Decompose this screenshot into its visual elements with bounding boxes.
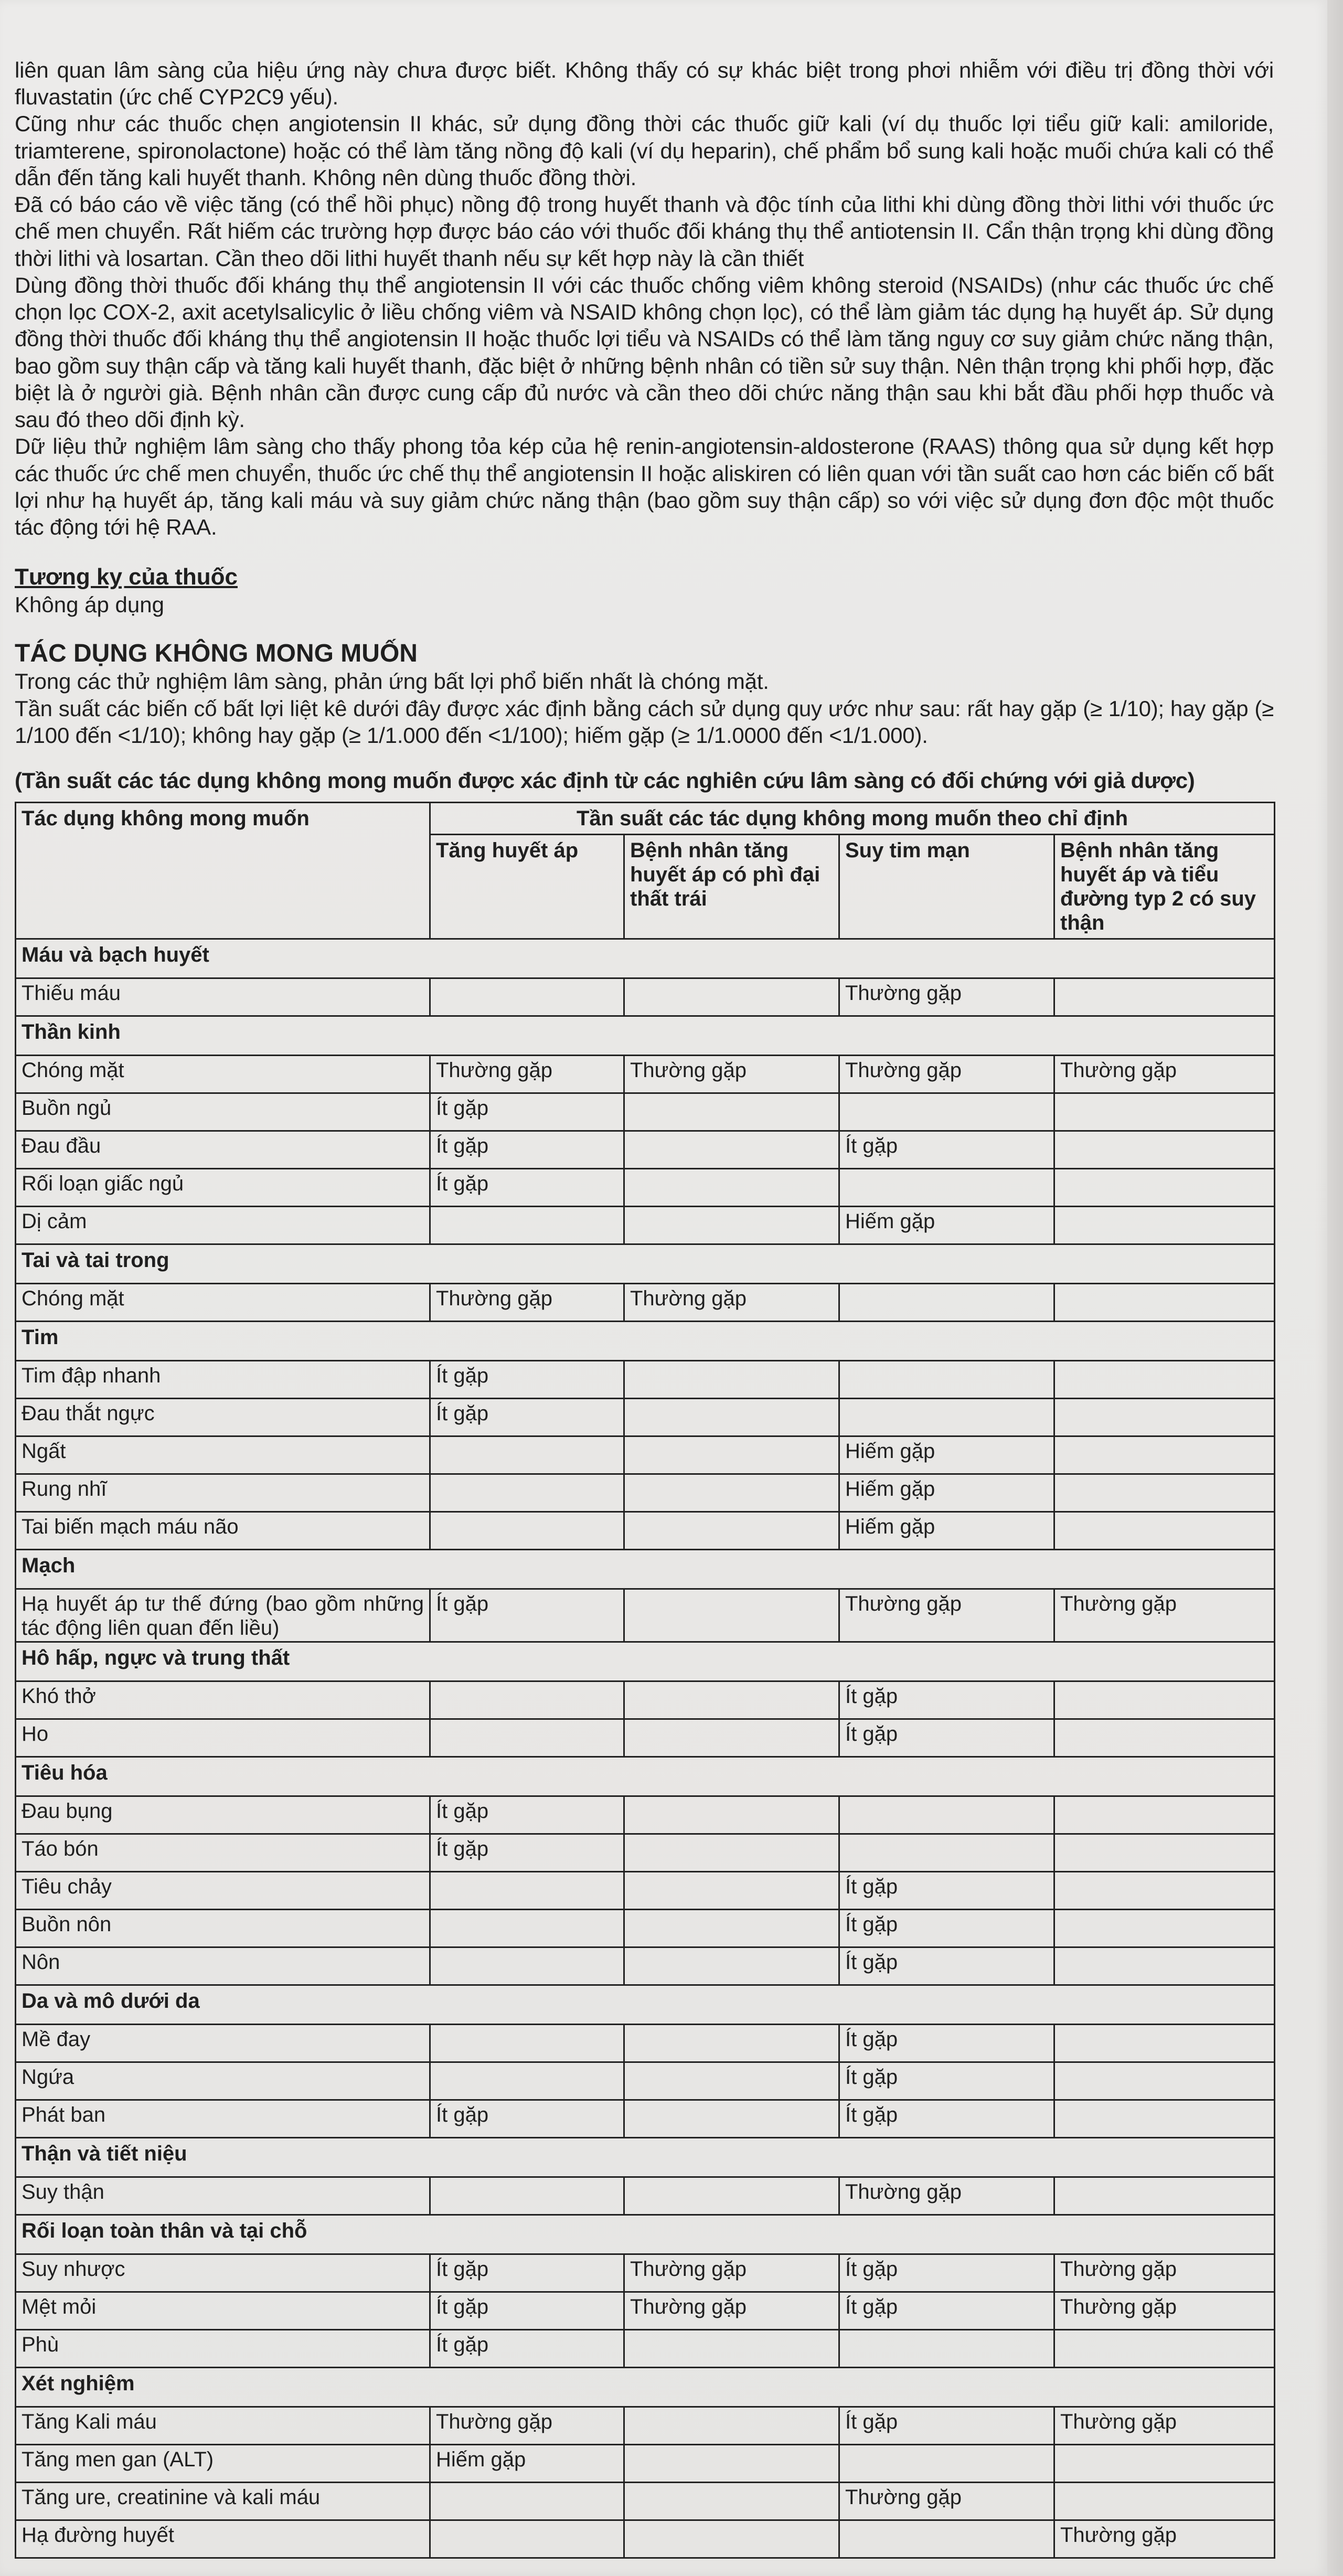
table-effect-cell: Hạ huyết áp tư thế đứng (bao gồm những tác động liên quan đến liều) bbox=[16, 1589, 430, 1642]
table-group-label: Tim bbox=[16, 1321, 1275, 1360]
table-frequency-cell bbox=[839, 2329, 1054, 2367]
table-header-heart-failure: Suy tim mạn bbox=[839, 834, 1054, 939]
table-row bbox=[16, 1131, 1275, 1168]
table-frequency-cell: Ít gặp bbox=[430, 1398, 624, 1436]
table-row bbox=[16, 2254, 1275, 2292]
table-group-row bbox=[16, 1985, 1275, 2024]
table-frequency-cell: Ít gặp bbox=[839, 2024, 1054, 2062]
table-group-label: Mạch bbox=[16, 1549, 1275, 1589]
table-frequency-cell: Thường gặp bbox=[839, 1055, 1054, 1093]
table-frequency-cell: Thường gặp bbox=[624, 2292, 839, 2329]
table-group-row bbox=[16, 939, 1275, 978]
table-frequency-cell: Ít gặp bbox=[430, 1093, 624, 1131]
table-row bbox=[16, 978, 1275, 1016]
table-frequency-cell bbox=[430, 1511, 624, 1549]
table-frequency-cell: Thường gặp bbox=[1054, 2520, 1275, 2558]
table-frequency-cell: Ít gặp bbox=[430, 2100, 624, 2137]
table-group-row bbox=[16, 1321, 1275, 1360]
table-frequency-cell: Ít gặp bbox=[839, 2407, 1054, 2444]
table-frequency-cell: Thường gặp bbox=[1054, 1589, 1275, 1642]
table-effect-cell: Mệt mỏi bbox=[16, 2292, 430, 2329]
table-frequency-cell bbox=[624, 1719, 839, 1757]
table-row bbox=[16, 2444, 1275, 2482]
table-frequency-cell bbox=[430, 1719, 624, 1757]
table-frequency-cell: Thường gặp bbox=[1054, 2292, 1275, 2329]
table-effect-cell: Tăng ure, creatinine và kali máu bbox=[16, 2482, 430, 2520]
table-frequency-cell bbox=[624, 1131, 839, 1168]
table-frequency-cell bbox=[1054, 2482, 1275, 2520]
table-frequency-cell bbox=[1054, 1681, 1275, 1719]
table-frequency-cell: Thường gặp bbox=[430, 1055, 624, 1093]
table-frequency-cell bbox=[624, 1681, 839, 1719]
table-effect-cell: Suy thận bbox=[16, 2177, 430, 2215]
table-frequency-cell: Thường gặp bbox=[624, 1283, 839, 1321]
table-frequency-cell: Hiếm gặp bbox=[430, 2444, 624, 2482]
table-row bbox=[16, 2329, 1275, 2367]
document-content bbox=[15, 0, 1274, 2559]
table-effect-cell: Hạ đường huyết bbox=[16, 2520, 430, 2558]
table-effect-cell: Rung nhĩ bbox=[16, 1474, 430, 1511]
table-frequency-cell bbox=[1054, 1947, 1275, 1985]
table-row bbox=[16, 1796, 1275, 1834]
table-frequency-cell bbox=[1054, 2062, 1275, 2100]
table-frequency-cell bbox=[624, 2024, 839, 2062]
table-effect-cell: Đau thắt ngực bbox=[16, 1398, 430, 1436]
table-group-row bbox=[16, 1016, 1275, 1055]
table-effect-cell: Tim đập nhanh bbox=[16, 1360, 430, 1398]
table-header-diabetes-renal: Bệnh nhân tăng huyết áp và tiểu đường typ 2 có suy thận bbox=[1054, 834, 1275, 939]
table-frequency-cell bbox=[839, 1093, 1054, 1131]
table-frequency-cell bbox=[430, 1871, 624, 1909]
table-frequency-cell bbox=[624, 2407, 839, 2444]
table-row bbox=[16, 1360, 1275, 1398]
table-frequency-cell bbox=[430, 1436, 624, 1474]
table-row bbox=[16, 1168, 1275, 1206]
table-frequency-cell bbox=[1054, 1511, 1275, 1549]
table-frequency-cell bbox=[430, 2482, 624, 2520]
table-frequency-cell bbox=[430, 1947, 624, 1985]
table-frequency-cell bbox=[430, 1909, 624, 1947]
adverse-effects-heading: TÁC DỤNG KHÔNG MONG MUỐN bbox=[15, 640, 418, 668]
table-row bbox=[16, 2024, 1275, 2062]
table-frequency-cell: Ít gặp bbox=[430, 2254, 624, 2292]
table-frequency-cell: Thường gặp bbox=[1054, 1055, 1275, 1093]
table-frequency-cell: Ít gặp bbox=[430, 2329, 624, 2367]
table-frequency-cell bbox=[839, 1834, 1054, 1871]
table-frequency-cell bbox=[624, 1206, 839, 1244]
table-effect-cell: Đau đầu bbox=[16, 1131, 430, 1168]
table-frequency-cell bbox=[624, 2520, 839, 2558]
table-row bbox=[16, 1474, 1275, 1511]
table-frequency-cell bbox=[1054, 2329, 1275, 2367]
table-frequency-cell: Ít gặp bbox=[839, 1947, 1054, 1985]
table-row bbox=[16, 1681, 1275, 1719]
table-frequency-cell bbox=[839, 2444, 1054, 2482]
incompatibility-text: Không áp dụng bbox=[15, 592, 164, 618]
table-group-label: Xét nghiệm bbox=[16, 2367, 1275, 2407]
table-frequency-cell bbox=[1054, 1909, 1275, 1947]
table-frequency-cell: Ít gặp bbox=[839, 1871, 1054, 1909]
table-effect-cell: Ngứa bbox=[16, 2062, 430, 2100]
table-frequency-cell: Ít gặp bbox=[430, 1131, 624, 1168]
table-effect-cell: Dị cảm bbox=[16, 1206, 430, 1244]
table-frequency-cell bbox=[839, 1796, 1054, 1834]
table-frequency-cell bbox=[624, 2177, 839, 2215]
table-group-label: Tiêu hóa bbox=[16, 1757, 1275, 1796]
table-frequency-cell bbox=[1054, 1834, 1275, 1871]
table-group-label: Máu và bạch huyết bbox=[16, 939, 1275, 978]
table-group-row bbox=[16, 1757, 1275, 1796]
table-effect-cell: Khó thở bbox=[16, 1681, 430, 1719]
table-row bbox=[16, 2407, 1275, 2444]
table-frequency-cell bbox=[624, 1436, 839, 1474]
table-frequency-cell bbox=[1054, 1474, 1275, 1511]
table-row bbox=[16, 1436, 1275, 1474]
paragraph-potassium: Cũng như các thuốc chẹn angiotensin II khác, sử dụng đồng thời các thuốc giữ kali (ví dụ thuốc lợi tiểu giữ kali: amiloride, triamterene, spironolactone) hoặc có thể làm tăng nồng độ kali (ví dụ heparin), chế phẩm bổ sung kali hoặc muối chứa kali có thể dẫn đến tăng kali huyết thanh. Không nên dùng thuốc đồng thời. bbox=[15, 111, 1274, 190]
table-effect-cell: Tai biến mạch máu não bbox=[16, 1511, 430, 1549]
table-frequency-cell: Hiếm gặp bbox=[839, 1511, 1054, 1549]
table-row bbox=[16, 1055, 1275, 1093]
table-frequency-cell: Thường gặp bbox=[1054, 2254, 1275, 2292]
table-group-row bbox=[16, 1549, 1275, 1589]
table-frequency-cell bbox=[839, 1168, 1054, 1206]
table-frequency-cell bbox=[1054, 2177, 1275, 2215]
paragraph-fluvastatin: liên quan lâm sàng của hiệu ứng này chưa được biết. Không thấy có sự khác biệt trong phơi nhiễm với điều trị đồng thời với fluvastatin (ức chế CYP2C9 yếu). bbox=[15, 58, 1274, 110]
table-row bbox=[16, 2062, 1275, 2100]
table-frequency-cell bbox=[624, 1834, 839, 1871]
table-frequency-cell bbox=[624, 1871, 839, 1909]
table-frequency-cell: Ít gặp bbox=[839, 2254, 1054, 2292]
table-frequency-cell: Ít gặp bbox=[430, 1589, 624, 1642]
table-header-lvh: Bệnh nhân tăng huyết áp có phì đại thất trái bbox=[624, 834, 839, 939]
table-frequency-cell bbox=[624, 1909, 839, 1947]
table-frequency-cell bbox=[839, 1360, 1054, 1398]
table-frequency-cell: Ít gặp bbox=[839, 1719, 1054, 1757]
table-group-row bbox=[16, 1642, 1275, 1681]
table-frequency-cell bbox=[839, 2520, 1054, 2558]
table-frequency-cell bbox=[624, 2329, 839, 2367]
table-frequency-cell: Ít gặp bbox=[839, 1681, 1054, 1719]
table-frequency-cell: Thường gặp bbox=[839, 2177, 1054, 2215]
table-frequency-cell: Ít gặp bbox=[839, 2062, 1054, 2100]
table-effect-cell: Chóng mặt bbox=[16, 1283, 430, 1321]
table-effect-cell: Buồn ngủ bbox=[16, 1093, 430, 1131]
table-frequency-cell bbox=[1054, 1436, 1275, 1474]
table-frequency-cell: Thường gặp bbox=[624, 2254, 839, 2292]
table-caption: (Tần suất các tác dụng không mong muốn được xác định từ các nghiên cứu lâm sàng có đối chứng với giả dược) bbox=[15, 768, 1195, 793]
table-row bbox=[16, 2100, 1275, 2137]
table-effect-cell: Rối loạn giấc ngủ bbox=[16, 1168, 430, 1206]
table-frequency-cell: Thường gặp bbox=[839, 978, 1054, 1016]
table-effect-cell: Tăng men gan (ALT) bbox=[16, 2444, 430, 2482]
table-frequency-cell bbox=[1054, 1796, 1275, 1834]
table-frequency-cell bbox=[624, 2062, 839, 2100]
table-frequency-cell: Ít gặp bbox=[430, 1168, 624, 1206]
table-group-label: Thận và tiết niệu bbox=[16, 2137, 1275, 2177]
table-effect-cell: Tiêu chảy bbox=[16, 1871, 430, 1909]
table-frequency-cell bbox=[1054, 2100, 1275, 2137]
table-row bbox=[16, 2292, 1275, 2329]
table-frequency-cell bbox=[624, 2444, 839, 2482]
table-frequency-cell bbox=[624, 1360, 839, 1398]
table-frequency-cell: Hiếm gặp bbox=[839, 1206, 1054, 1244]
table-effect-cell: Mề đay bbox=[16, 2024, 430, 2062]
table-effect-cell: Phát ban bbox=[16, 2100, 430, 2137]
table-frequency-cell bbox=[430, 2177, 624, 2215]
table-row bbox=[16, 1947, 1275, 1985]
table-row bbox=[16, 1834, 1275, 1871]
table-frequency-cell bbox=[624, 1796, 839, 1834]
table-frequency-cell bbox=[839, 1398, 1054, 1436]
table-frequency-cell bbox=[1054, 1283, 1275, 1321]
table-group-label: Thần kinh bbox=[16, 1016, 1275, 1055]
paragraph-lithium: Đã có báo cáo về việc tăng (có thể hồi phục) nồng độ trong huyết thanh và độc tính của lithi khi dùng đồng thời lithi với thuốc ức chế men chuyển. Rất hiếm các trường hợp được báo cáo với thuốc đối kháng thụ thể antiotensin II. Cẩn thận trọng khi dùng đồng thời lithi và losartan. Cần theo dõi lithi huyết thanh nếu sự kết hợp này là cần thiết bbox=[15, 192, 1274, 271]
table-frequency-cell bbox=[430, 1474, 624, 1511]
table-effect-cell: Tăng Kali máu bbox=[16, 2407, 430, 2444]
table-body bbox=[16, 939, 1275, 2558]
table-frequency-cell bbox=[839, 1283, 1054, 1321]
table-frequency-cell bbox=[430, 2024, 624, 2062]
table-frequency-cell bbox=[1054, 1398, 1275, 1436]
paragraph-raas: Dữ liệu thử nghiệm lâm sàng cho thấy phong tỏa kép của hệ renin-angiotensin-aldosterone (RAAS) thông qua sử dụng kết hợp các thuốc ức chế men chuyển, thuốc ức chế thụ thể angiotensin II hoặc aliskiren có liên quan với tần suất cao hơn các biến cố bất lợi như hạ huyết áp, tăng kali máu và suy giảm chức năng thận (bao gồm suy thận cấp) so với việc sử dụng đơn độc một thuốc tác động tới hệ RAA. bbox=[15, 434, 1274, 539]
table-frequency-cell bbox=[1054, 1206, 1275, 1244]
adverse-effects-table bbox=[15, 802, 1275, 2559]
table-effect-cell: Nôn bbox=[16, 1947, 430, 1985]
table-group-label: Tai và tai trong bbox=[16, 1244, 1275, 1283]
table-row bbox=[16, 1398, 1275, 1436]
table-frequency-cell bbox=[1054, 1093, 1275, 1131]
table-row bbox=[16, 2177, 1275, 2215]
table-frequency-cell: Ít gặp bbox=[839, 2292, 1054, 2329]
table-effect-cell: Phù bbox=[16, 2329, 430, 2367]
table-row bbox=[16, 2482, 1275, 2520]
table-frequency-cell bbox=[624, 1474, 839, 1511]
table-frequency-cell bbox=[1054, 1360, 1275, 1398]
top-spacer bbox=[15, 0, 1274, 57]
table-row bbox=[16, 2520, 1275, 2558]
table-effect-cell: Suy nhược bbox=[16, 2254, 430, 2292]
table-group-row bbox=[16, 2367, 1275, 2407]
table-frequency-cell bbox=[1054, 1168, 1275, 1206]
table-frequency-cell bbox=[624, 978, 839, 1016]
adverse-intro: Trong các thử nghiệm lâm sàng, phản ứng bất lợi phổ biến nhất là chóng mặt. bbox=[15, 669, 769, 694]
table-frequency-cell bbox=[1054, 2444, 1275, 2482]
table-frequency-cell bbox=[1054, 978, 1275, 1016]
table-row bbox=[16, 1093, 1275, 1131]
table-frequency-cell: Ít gặp bbox=[430, 1796, 624, 1834]
table-frequency-cell: Thường gặp bbox=[839, 1589, 1054, 1642]
table-frequency-cell: Ít gặp bbox=[839, 2100, 1054, 2137]
table-frequency-cell: Thường gặp bbox=[1054, 2407, 1275, 2444]
table-frequency-cell bbox=[1054, 1131, 1275, 1168]
table-row bbox=[16, 1206, 1275, 1244]
table-frequency-cell bbox=[624, 2100, 839, 2137]
table-row bbox=[16, 1909, 1275, 1947]
table-header-frequency: Tần suất các tác dụng không mong muốn theo chỉ định bbox=[430, 802, 1275, 834]
table-frequency-cell bbox=[624, 1589, 839, 1642]
table-effect-cell: Buồn nôn bbox=[16, 1909, 430, 1947]
table-effect-cell: Chóng mặt bbox=[16, 1055, 430, 1093]
table-frequency-cell: Hiếm gặp bbox=[839, 1474, 1054, 1511]
table-frequency-cell bbox=[430, 2062, 624, 2100]
table-row bbox=[16, 1589, 1275, 1642]
table-frequency-cell bbox=[430, 978, 624, 1016]
table-row bbox=[16, 1511, 1275, 1549]
table-header-effect: Tác dụng không mong muốn bbox=[16, 802, 430, 939]
table-group-row bbox=[16, 2215, 1275, 2254]
table-frequency-cell bbox=[430, 1681, 624, 1719]
table-group-label: Hô hấp, ngực và trung thất bbox=[16, 1642, 1275, 1681]
table-frequency-cell: Thường gặp bbox=[624, 1055, 839, 1093]
table-effect-cell: Ho bbox=[16, 1719, 430, 1757]
table-effect-cell: Táo bón bbox=[16, 1834, 430, 1871]
incompatibility-heading: Tương kỵ của thuốc bbox=[15, 564, 238, 590]
table-frequency-cell bbox=[430, 2520, 624, 2558]
table-frequency-cell bbox=[430, 1206, 624, 1244]
table-effect-cell: Ngất bbox=[16, 1436, 430, 1474]
table-header-hypertension: Tăng huyết áp bbox=[430, 834, 624, 939]
table-group-label: Rối loạn toàn thân và tại chỗ bbox=[16, 2215, 1275, 2254]
table-frequency-cell: Thường gặp bbox=[430, 2407, 624, 2444]
table-row bbox=[16, 1283, 1275, 1321]
table-frequency-cell bbox=[624, 1168, 839, 1206]
table-frequency-cell bbox=[624, 1511, 839, 1549]
table-group-row bbox=[16, 2137, 1275, 2177]
paragraph-nsaids: Dùng đồng thời thuốc đối kháng thụ thể angiotensin II với các thuốc chống viêm không steroid (NSAIDs) (như các thuốc ức chế chọn lọc COX-2, axit acetylsalicylic ở liều chống viêm và NSAID không chọn lọc), có thể làm giảm tác dụng hạ huyết áp. Sử dụng đồng thời thuốc đối kháng thụ thể angiotensin II hoặc thuốc lợi tiểu và NSAIDs có thể làm tăng nguy cơ suy giảm chức năng thận, bao gồm suy thận cấp và tăng kali huyết thanh, đặc biệt ở những bệnh nhân có tiền sử suy thận. Nên thận trọng khi phối hợp, đặc biệt là ở người già. Bệnh nhân cần được cung cấp đủ nước và cần theo dõi chức năng thận sau khi bắt đầu phối hợp thuốc và sau đó theo dõi định kỳ. bbox=[15, 272, 1274, 432]
table-frequency-cell bbox=[624, 1398, 839, 1436]
table-frequency-cell bbox=[1054, 1719, 1275, 1757]
table-frequency-cell bbox=[1054, 2024, 1275, 2062]
table-frequency-cell bbox=[624, 1093, 839, 1131]
adverse-frequency-convention: Tần suất các biến cố bất lợi liệt kê dưới đây được xác định bằng cách sử dụng quy ước như sau: rất hay gặp (≥ 1/10); hay gặp (≥ 1/100 đến <1/10); không hay gặp (≥ 1/1.000 đến <1/100); hiếm gặp (≥ 1/1.0000 đến <1/1.000). bbox=[15, 696, 1274, 748]
table-frequency-cell: Hiếm gặp bbox=[839, 1436, 1054, 1474]
table-frequency-cell: Ít gặp bbox=[430, 1360, 624, 1398]
table-group-label: Da và mô dưới da bbox=[16, 1985, 1275, 2024]
table-frequency-cell: Ít gặp bbox=[839, 1131, 1054, 1168]
table-row bbox=[16, 1719, 1275, 1757]
table-frequency-cell bbox=[624, 1947, 839, 1985]
paper-edge bbox=[1327, 0, 1343, 2576]
table-frequency-cell bbox=[624, 2482, 839, 2520]
table-row bbox=[16, 1871, 1275, 1909]
table-effect-cell: Thiếu máu bbox=[16, 978, 430, 1016]
table-frequency-cell: Ít gặp bbox=[839, 1909, 1054, 1947]
table-frequency-cell bbox=[1054, 1871, 1275, 1909]
table-effect-cell: Đau bụng bbox=[16, 1796, 430, 1834]
table-group-row bbox=[16, 1244, 1275, 1283]
table-frequency-cell: Ít gặp bbox=[430, 1834, 624, 1871]
table-frequency-cell: Ít gặp bbox=[430, 2292, 624, 2329]
table-frequency-cell: Thường gặp bbox=[430, 1283, 624, 1321]
table-frequency-cell: Thường gặp bbox=[839, 2482, 1054, 2520]
